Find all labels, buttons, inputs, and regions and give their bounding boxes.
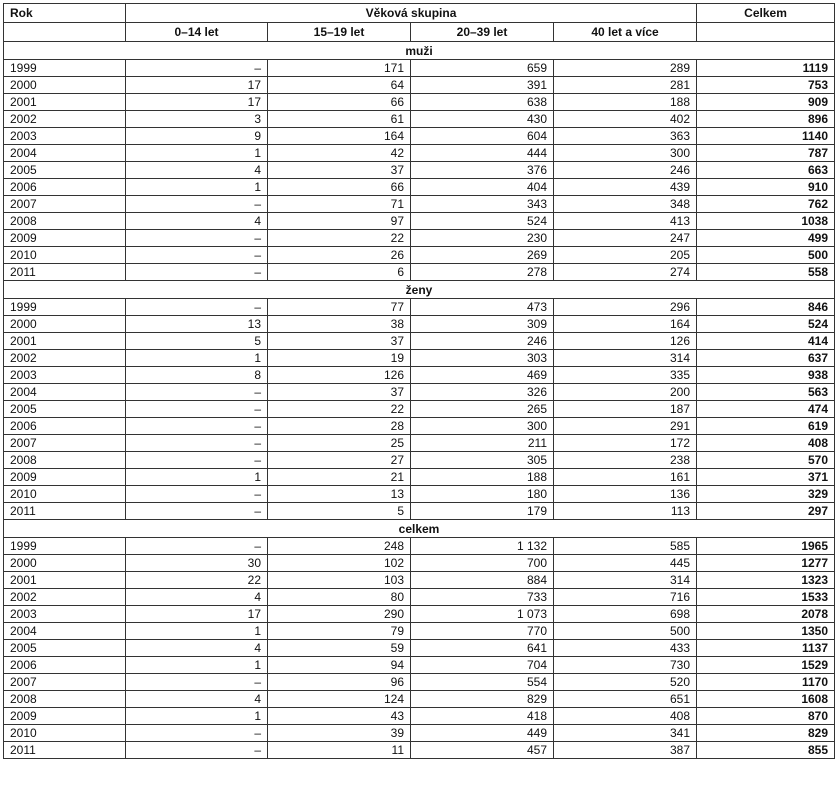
table-cell: 500 — [554, 623, 697, 640]
table-cell: 2004 — [4, 145, 126, 162]
table-row — [4, 725, 835, 742]
table-cell: 414 — [697, 333, 835, 350]
table-cell: 2007 — [4, 674, 126, 691]
table-cell: 43 — [268, 708, 411, 725]
table-row — [4, 230, 835, 247]
table-cell: 21 — [268, 469, 411, 486]
table-cell: 2005 — [4, 640, 126, 657]
table-cell: 433 — [554, 640, 697, 657]
table-cell: 619 — [697, 418, 835, 435]
table-cell: 855 — [697, 742, 835, 759]
table-cell: 663 — [697, 162, 835, 179]
table-cell: 19 — [268, 350, 411, 367]
table-cell: 2002 — [4, 589, 126, 606]
table-cell: 25 — [268, 435, 411, 452]
table-cell: 2002 — [4, 350, 126, 367]
section-row — [4, 520, 835, 538]
table-cell: 303 — [411, 350, 554, 367]
table-cell: 4 — [126, 691, 268, 708]
table-cell: 17 — [126, 606, 268, 623]
table-cell: 2002 — [4, 111, 126, 128]
table-cell: 2008 — [4, 213, 126, 230]
table-cell: – — [126, 264, 268, 281]
table-cell: 408 — [554, 708, 697, 725]
table-row — [4, 264, 835, 281]
table-row — [4, 742, 835, 759]
section-row — [4, 42, 835, 60]
table-row — [4, 384, 835, 401]
table-cell: 2010 — [4, 725, 126, 742]
table-cell: 300 — [554, 145, 697, 162]
header-age-0-14: 0–14 let — [126, 23, 268, 42]
table-cell: 2003 — [4, 128, 126, 145]
table-cell: 469 — [411, 367, 554, 384]
table-cell: 604 — [411, 128, 554, 145]
table-cell: 329 — [697, 486, 835, 503]
table-row — [4, 94, 835, 111]
table-cell: 1965 — [697, 538, 835, 555]
table-cell: 211 — [411, 435, 554, 452]
table-cell: 200 — [554, 384, 697, 401]
table-cell: 269 — [411, 247, 554, 264]
table-cell: 136 — [554, 486, 697, 503]
table-cell: 1 — [126, 350, 268, 367]
table-cell: 274 — [554, 264, 697, 281]
table-cell: 27 — [268, 452, 411, 469]
data-table — [3, 3, 835, 759]
table-cell: 704 — [411, 657, 554, 674]
table-cell: 391 — [411, 77, 554, 94]
table-cell: 247 — [554, 230, 697, 247]
table-cell: 230 — [411, 230, 554, 247]
table-cell: 22 — [268, 230, 411, 247]
table-cell: 124 — [268, 691, 411, 708]
table-cell: 1999 — [4, 60, 126, 77]
table-cell: 2005 — [4, 401, 126, 418]
table-cell: 846 — [697, 299, 835, 316]
table-cell: 730 — [554, 657, 697, 674]
table-cell: 910 — [697, 179, 835, 196]
table-cell: 37 — [268, 384, 411, 401]
table-cell: – — [126, 401, 268, 418]
table-cell: 161 — [554, 469, 697, 486]
table-cell: – — [126, 418, 268, 435]
table-cell: 1 — [126, 657, 268, 674]
table-cell: 2001 — [4, 333, 126, 350]
table-cell: 524 — [411, 213, 554, 230]
table-cell: 1529 — [697, 657, 835, 674]
table-cell: – — [126, 435, 268, 452]
table-cell: 281 — [554, 77, 697, 94]
table-cell: 2007 — [4, 435, 126, 452]
table-cell: 2000 — [4, 555, 126, 572]
table-cell: 13 — [268, 486, 411, 503]
table-cell: 1350 — [697, 623, 835, 640]
table-cell: 2000 — [4, 316, 126, 333]
table-cell: – — [126, 538, 268, 555]
table-row — [4, 555, 835, 572]
table-cell: 563 — [697, 384, 835, 401]
section-row — [4, 281, 835, 299]
table-cell: 1323 — [697, 572, 835, 589]
table-cell: 26 — [268, 247, 411, 264]
table-cell: 404 — [411, 179, 554, 196]
table-row — [4, 179, 835, 196]
table-row — [4, 299, 835, 316]
section-title: ženy — [4, 281, 835, 299]
table-cell: 787 — [697, 145, 835, 162]
table-cell: 326 — [411, 384, 554, 401]
table-row — [4, 316, 835, 333]
table-cell: 829 — [411, 691, 554, 708]
table-row — [4, 623, 835, 640]
table-cell: 314 — [554, 572, 697, 589]
table-row — [4, 657, 835, 674]
table-cell: 2006 — [4, 418, 126, 435]
table-cell: 2011 — [4, 742, 126, 759]
table-cell: 659 — [411, 60, 554, 77]
table-cell: 2009 — [4, 469, 126, 486]
table-cell: 1999 — [4, 538, 126, 555]
table-cell: 1 073 — [411, 606, 554, 623]
table-cell: 1533 — [697, 589, 835, 606]
table-cell: 2008 — [4, 691, 126, 708]
table-cell: 2006 — [4, 179, 126, 196]
table-cell: 1 132 — [411, 538, 554, 555]
table-cell: 42 — [268, 145, 411, 162]
table-cell: 5 — [126, 333, 268, 350]
table-row — [4, 708, 835, 725]
table-cell: 238 — [554, 452, 697, 469]
table-cell: 126 — [268, 367, 411, 384]
table-cell: 188 — [411, 469, 554, 486]
table-cell: 896 — [697, 111, 835, 128]
table-cell: 305 — [411, 452, 554, 469]
table-cell: 1277 — [697, 555, 835, 572]
table-cell: 37 — [268, 333, 411, 350]
table-cell: 1999 — [4, 299, 126, 316]
table-cell: 28 — [268, 418, 411, 435]
table-cell: – — [126, 674, 268, 691]
table-row — [4, 418, 835, 435]
table-cell: 2010 — [4, 486, 126, 503]
table-cell: – — [126, 452, 268, 469]
table-cell: 17 — [126, 94, 268, 111]
table-cell: 297 — [697, 503, 835, 520]
table-cell: 64 — [268, 77, 411, 94]
section-title: muži — [4, 42, 835, 60]
table-cell: 638 — [411, 94, 554, 111]
table-cell: 444 — [411, 145, 554, 162]
table-cell: 188 — [554, 94, 697, 111]
table-cell: 2003 — [4, 606, 126, 623]
header-row-2 — [4, 23, 835, 42]
table-cell: 94 — [268, 657, 411, 674]
table-cell: 348 — [554, 196, 697, 213]
table-cell: 524 — [697, 316, 835, 333]
table-cell: 265 — [411, 401, 554, 418]
table-cell: 4 — [126, 589, 268, 606]
table-cell: 291 — [554, 418, 697, 435]
table-cell: 335 — [554, 367, 697, 384]
table-cell: 570 — [697, 452, 835, 469]
table-cell: 300 — [411, 418, 554, 435]
table-cell: – — [126, 725, 268, 742]
table-cell: 1119 — [697, 60, 835, 77]
table-cell: 71 — [268, 196, 411, 213]
table-cell: 1 — [126, 145, 268, 162]
table-cell: 289 — [554, 60, 697, 77]
table-cell: 2009 — [4, 708, 126, 725]
table-cell: 205 — [554, 247, 697, 264]
table-cell: 187 — [554, 401, 697, 418]
table-cell: 164 — [268, 128, 411, 145]
table-cell: 2009 — [4, 230, 126, 247]
table-cell: 9 — [126, 128, 268, 145]
table-cell: 870 — [697, 708, 835, 725]
table-row — [4, 333, 835, 350]
table-cell: 13 — [126, 316, 268, 333]
table-cell: 80 — [268, 589, 411, 606]
table-cell: 558 — [697, 264, 835, 281]
table-cell: 2007 — [4, 196, 126, 213]
table-cell: – — [126, 196, 268, 213]
table-row — [4, 503, 835, 520]
table-cell: 22 — [126, 572, 268, 589]
table-cell: 113 — [554, 503, 697, 520]
table-cell: 77 — [268, 299, 411, 316]
table-cell: 126 — [554, 333, 697, 350]
table-cell: 733 — [411, 589, 554, 606]
table-row — [4, 247, 835, 264]
table-cell: 59 — [268, 640, 411, 657]
table-cell: 938 — [697, 367, 835, 384]
table-cell: 1 — [126, 179, 268, 196]
table-row — [4, 111, 835, 128]
table-cell: 473 — [411, 299, 554, 316]
table-cell: 585 — [554, 538, 697, 555]
table-cell: 500 — [697, 247, 835, 264]
header-age-20-39: 20–39 let — [411, 23, 554, 42]
table-cell: 4 — [126, 640, 268, 657]
table-cell: 449 — [411, 725, 554, 742]
table-row — [4, 350, 835, 367]
table-row — [4, 60, 835, 77]
table-cell: – — [126, 742, 268, 759]
table-cell: 418 — [411, 708, 554, 725]
table-cell: 341 — [554, 725, 697, 742]
table-cell: 376 — [411, 162, 554, 179]
table-cell: 430 — [411, 111, 554, 128]
table-cell: 179 — [411, 503, 554, 520]
table-row — [4, 486, 835, 503]
table-cell: 716 — [554, 589, 697, 606]
table-cell: 171 — [268, 60, 411, 77]
table-cell: 37 — [268, 162, 411, 179]
table-row — [4, 196, 835, 213]
table-cell: 17 — [126, 77, 268, 94]
table-cell: 8 — [126, 367, 268, 384]
table-cell: 2006 — [4, 657, 126, 674]
table-row — [4, 401, 835, 418]
table-row — [4, 162, 835, 179]
table-cell: 637 — [697, 350, 835, 367]
table-cell: 39 — [268, 725, 411, 742]
header-blank-2 — [697, 23, 835, 42]
table-row — [4, 538, 835, 555]
table-cell: 2004 — [4, 384, 126, 401]
table-cell: 102 — [268, 555, 411, 572]
table-cell: 2011 — [4, 503, 126, 520]
table-cell: 4 — [126, 162, 268, 179]
table-cell: 363 — [554, 128, 697, 145]
table-row — [4, 128, 835, 145]
header-age-group: Věková skupina — [126, 4, 697, 23]
table-cell: – — [126, 230, 268, 247]
table-cell: 2005 — [4, 162, 126, 179]
table-row — [4, 452, 835, 469]
header-celkem: Celkem — [697, 4, 835, 23]
table-row — [4, 435, 835, 452]
table-cell: 343 — [411, 196, 554, 213]
table-cell: 180 — [411, 486, 554, 503]
table-cell: 4 — [126, 213, 268, 230]
table-cell: 22 — [268, 401, 411, 418]
table-cell: 309 — [411, 316, 554, 333]
table-cell: 3 — [126, 111, 268, 128]
table-cell: 1608 — [697, 691, 835, 708]
table-cell: 172 — [554, 435, 697, 452]
table-cell: 2010 — [4, 247, 126, 264]
header-blank — [4, 23, 126, 42]
table-cell: 296 — [554, 299, 697, 316]
table-cell: 248 — [268, 538, 411, 555]
table-cell: 909 — [697, 94, 835, 111]
table-cell: 1170 — [697, 674, 835, 691]
table-cell: 770 — [411, 623, 554, 640]
table-cell: 445 — [554, 555, 697, 572]
table-cell: 164 — [554, 316, 697, 333]
table-cell: 278 — [411, 264, 554, 281]
table-cell: 520 — [554, 674, 697, 691]
table-cell: – — [126, 503, 268, 520]
table-row — [4, 469, 835, 486]
header-row-1 — [4, 4, 835, 23]
table-cell: 1137 — [697, 640, 835, 657]
table-cell: 290 — [268, 606, 411, 623]
table-row — [4, 691, 835, 708]
table-cell: 66 — [268, 94, 411, 111]
table-cell: 38 — [268, 316, 411, 333]
table-cell: 1140 — [697, 128, 835, 145]
table-cell: 700 — [411, 555, 554, 572]
table-cell: 2001 — [4, 572, 126, 589]
header-age-15-19: 15–19 let — [268, 23, 411, 42]
table-cell: 103 — [268, 572, 411, 589]
table-cell: 61 — [268, 111, 411, 128]
table-cell: 651 — [554, 691, 697, 708]
table-row — [4, 674, 835, 691]
table-cell: 1 — [126, 708, 268, 725]
table-cell: 408 — [697, 435, 835, 452]
table-cell: 96 — [268, 674, 411, 691]
table-cell: – — [126, 247, 268, 264]
table-cell: 246 — [554, 162, 697, 179]
table-cell: 762 — [697, 196, 835, 213]
table-cell: 499 — [697, 230, 835, 247]
table-cell: 829 — [697, 725, 835, 742]
table-row — [4, 213, 835, 230]
table-cell: 79 — [268, 623, 411, 640]
table-row — [4, 145, 835, 162]
table-cell: 641 — [411, 640, 554, 657]
table-cell: 5 — [268, 503, 411, 520]
table-cell: 1038 — [697, 213, 835, 230]
table-cell: 474 — [697, 401, 835, 418]
table-cell: 413 — [554, 213, 697, 230]
table-cell: 1 — [126, 469, 268, 486]
table-cell: 97 — [268, 213, 411, 230]
table-cell: 246 — [411, 333, 554, 350]
table-cell: 2001 — [4, 94, 126, 111]
table-cell: 387 — [554, 742, 697, 759]
table-cell: 2011 — [4, 264, 126, 281]
table-cell: 2004 — [4, 623, 126, 640]
table-cell: 753 — [697, 77, 835, 94]
table-cell: 314 — [554, 350, 697, 367]
table-cell: 2003 — [4, 367, 126, 384]
table-row — [4, 589, 835, 606]
header-rok: Rok — [4, 4, 126, 23]
table-row — [4, 77, 835, 94]
section-title: celkem — [4, 520, 835, 538]
table-cell: 554 — [411, 674, 554, 691]
table-cell: 66 — [268, 179, 411, 196]
table-cell: 371 — [697, 469, 835, 486]
table-cell: – — [126, 60, 268, 77]
table-row — [4, 572, 835, 589]
table-cell: 11 — [268, 742, 411, 759]
table-row — [4, 640, 835, 657]
table-cell: 698 — [554, 606, 697, 623]
table-row — [4, 367, 835, 384]
table-cell: 457 — [411, 742, 554, 759]
table-row — [4, 606, 835, 623]
table-cell: 402 — [554, 111, 697, 128]
table-cell: 439 — [554, 179, 697, 196]
table-cell: 884 — [411, 572, 554, 589]
header-age-40plus: 40 let a více — [554, 23, 697, 42]
table-cell: 2078 — [697, 606, 835, 623]
table-cell: 2000 — [4, 77, 126, 94]
table-cell: 30 — [126, 555, 268, 572]
table-cell: 1 — [126, 623, 268, 640]
table-cell: – — [126, 486, 268, 503]
table-cell: 2008 — [4, 452, 126, 469]
table-cell: – — [126, 299, 268, 316]
table-cell: – — [126, 384, 268, 401]
table-cell: 6 — [268, 264, 411, 281]
